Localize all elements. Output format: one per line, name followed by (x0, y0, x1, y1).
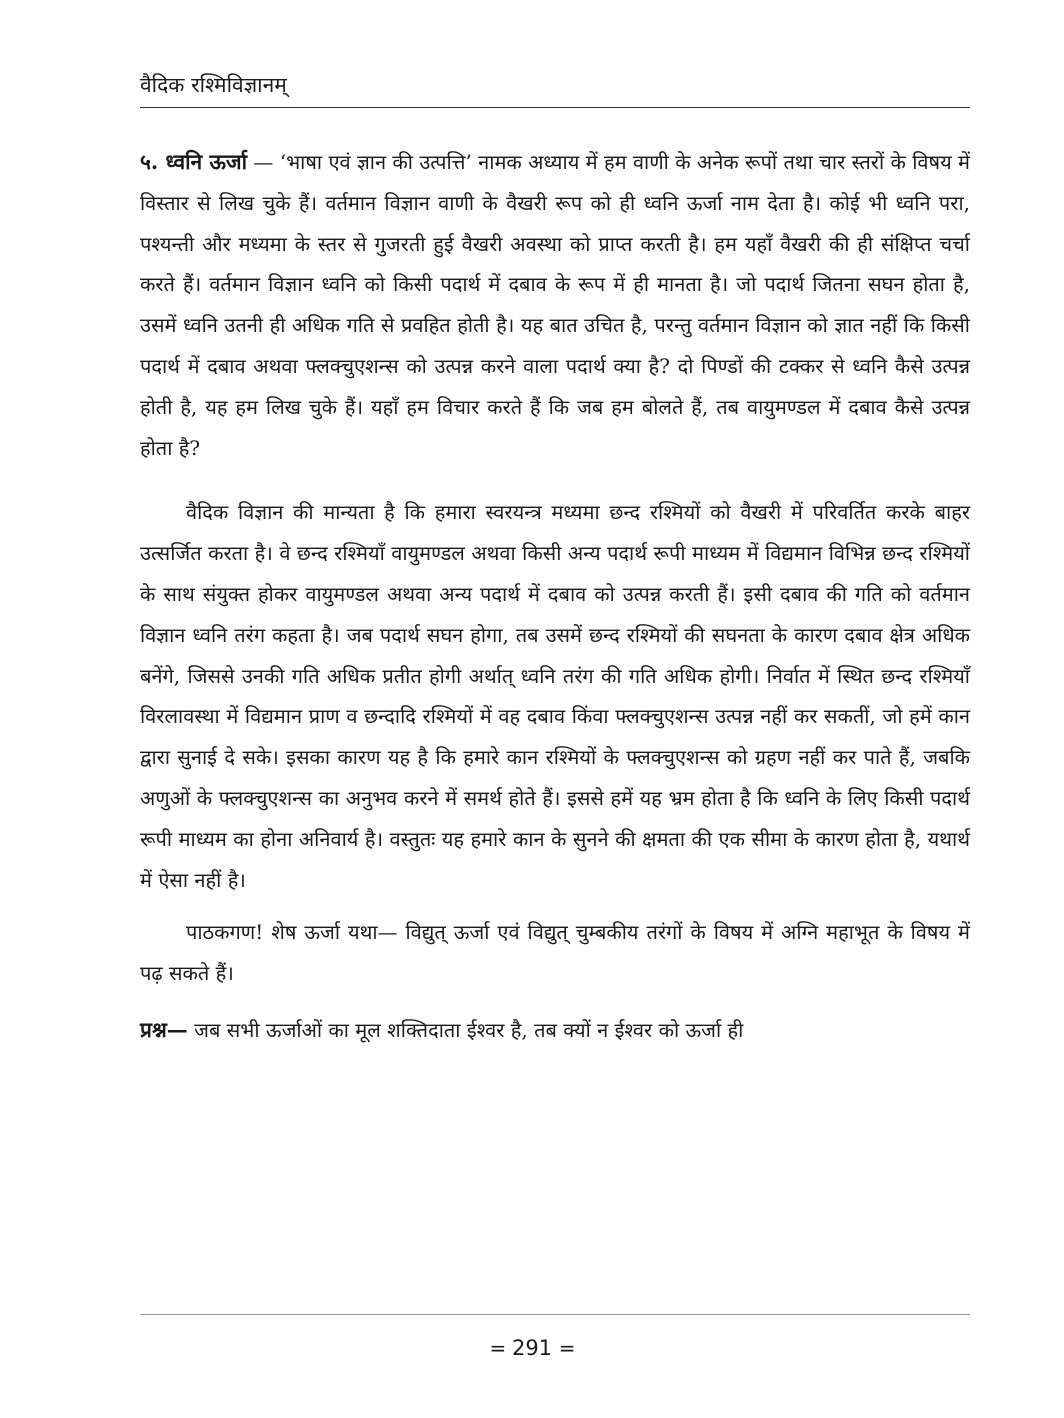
paragraph-question (140, 1010, 970, 1051)
paragraph-readers-note: पाठकगण! शेष ऊर्जा यथा— विद्युत् ऊर्जा एवं विद्युत् चुम्बकीय तरंगों के विषय में अग्नि महाभूत के विषय में पढ़ सकते हैं। (140, 920, 970, 986)
paragraph-vedic-science: वैदिक विज्ञान की मान्यता है कि हमारा स्वरयन्त्र मध्यमा छन्द रश्मियों को वैखरी में परिवर्तित करके बाहर उत्सर्जित करता है। वे छन्द रश्मियाँ वायुमण्डल अथवा किसी अन्य पदार्थ रूपी माध्यम में विद्यमान विभिन्न छन्द रश्मियों के साथ संयुक्त होकर वायुमण्डल अथवा अन्य पदार्थ में दबाव को उत्पन्न करती हैं। इसी दबाव की गति को वर्तमान विज्ञान ध्वनि तरंग कहता है। जब पदार्थ सघन होगा, तब उसमें छन्द रश्मियों की सघनता के कारण दबाव क्षेत्र अधिक बनेंगे, जिससे उनकी गति अधिक प्रतीत होगी अर्थात् ध्वनि तरंग की गति अधिक होगी। निर्वात में स्थित छन्द रश्मियाँ विरलावस्था में विद्यमान प्राण व छन्दादि रश्मियों में वह दबाव किंवा फ्लक्चुएशन्स उत्पन्न नहीं कर सकतीं, जो हमें कान द्वारा सुनाई दे सके। इसका कारण यह है कि हमारे कान रश्मियों के फ्लक्चुएशन्स को ग्रहण नहीं कर पाते हैं, जबकि अणुओं के फ्लक्चुएशन्स का अनुभव करने में समर्थ होते हैं। इससे हमें यह भ्रम होता है कि ध्वनि के लिए किसी पदार्थ रूपी माध्यम का होना अनिवार्य है। वस्तुतः यह हमारे कान के सुनने की क्षमता की एक सीमा के कारण होता है, यथार्थ में ऐसा नहीं है। (140, 500, 970, 892)
page-number (0, 1333, 1064, 1363)
running-header: वैदिक रश्मिविज्ञानम् (140, 73, 287, 97)
paragraph-sound-energy (140, 142, 970, 468)
page-number-ornament-right: = (558, 1336, 575, 1360)
paragraph-text: — ‘भाषा एवं ज्ञान की उत्पत्ति’ नामक अध्याय में हम वाणी के अनेक रूपों तथा चार स्तरों के विषय में विस्तार से लिख चुके हैं। वर्तमान विज्ञान वाणी के वैखरी रूप को ही ध्वनि ऊर्जा नाम देता है। कोई भी ध्वनि परा, पश्यन्ती और मध्यमा के स्तर से गुजरती हुई वैखरी अवस्था को प्राप्त करती है। हम यहाँ वैखरी की ही संक्षिप्त चर्चा करते हैं। वर्तमान विज्ञान ध्वनि को किसी पदार्थ में दबाव के रूप में ही मानता है। जो पदार्थ जितना सघन होता है, उसमें ध्वनि उतनी ही अधिक गति से प्रवहित होती है। यह बात उचित है, परन्तु वर्तमान विज्ञान को ज्ञात नहीं कि किसी पदार्थ में दबाव अथवा फ्लक्चुएशन्स को उत्पन्न करने वाला पदार्थ क्या है? दो पिण्डों की टक्कर से ध्वनि कैसे उत्पन्न होती है, यह हम लिख चुके हैं। यहाँ हम विचार करते हैं कि जब हम बोलते हैं, तब वायुमण्डल में दबाव कैसे उत्पन्न होता है? (140, 150, 970, 460)
header-divider (140, 107, 970, 108)
page-number-ornament-left: = (489, 1336, 506, 1360)
page-number-value: 291 (511, 1336, 553, 1360)
paragraph-text: जब सभी ऊर्जाओं का मूल शक्तिदाता ईश्वर है, तब क्यों न ईश्वर को ऊर्जा ही (187, 1017, 744, 1042)
section-heading: ५. ध्वनि ऊर्जा (140, 149, 248, 174)
page-body (140, 142, 970, 1051)
question-label: प्रश्न— (140, 1016, 188, 1042)
footer-divider (140, 1314, 970, 1315)
